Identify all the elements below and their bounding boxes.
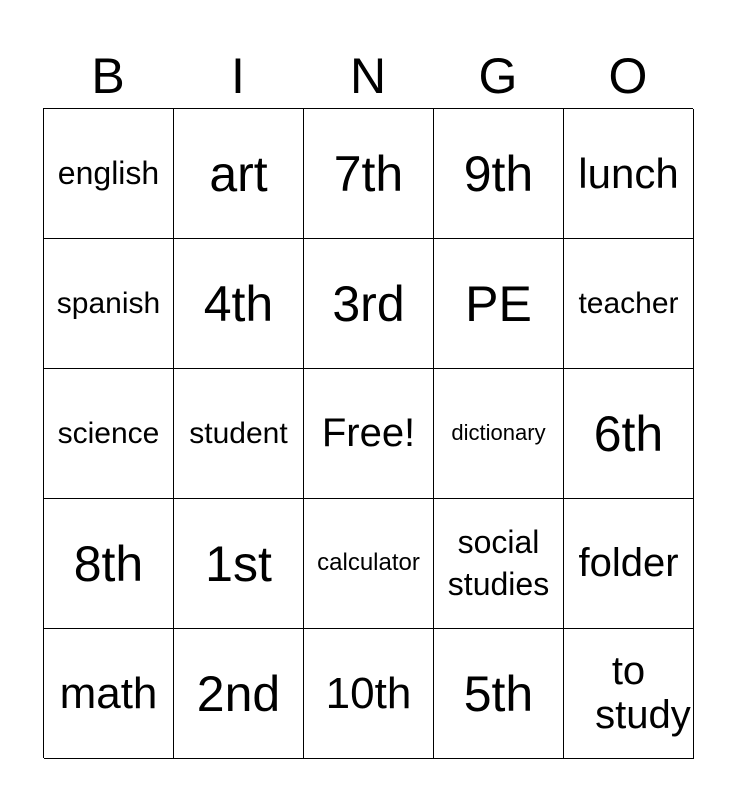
cell-label: english — [57, 154, 160, 191]
cell-label: social studies — [447, 523, 550, 602]
cell-label: 5th — [463, 665, 534, 722]
cell-label: 10th — [325, 668, 412, 718]
bingo-cell[interactable] — [434, 629, 564, 759]
cell-label: 4th — [203, 275, 274, 332]
cell-label: folder — [578, 540, 679, 585]
bingo-cell[interactable] — [564, 239, 694, 369]
bingo-cell[interactable] — [564, 499, 694, 629]
cell-label: 6th — [593, 405, 664, 462]
bingo-cell[interactable] — [174, 629, 304, 759]
header-letter-b: B — [91, 48, 125, 104]
bingo-cell[interactable] — [304, 499, 434, 629]
cell-label: math — [59, 668, 158, 718]
cell-label: 7th — [333, 145, 404, 202]
cell-label: teacher — [578, 287, 679, 320]
cell-label: dictionary — [451, 420, 546, 446]
bingo-cell[interactable] — [434, 239, 564, 369]
cell-label: lunch — [578, 149, 679, 197]
bingo-cell[interactable] — [304, 239, 434, 369]
free-space-label: Free! — [321, 410, 416, 455]
bingo-cell[interactable] — [564, 629, 694, 759]
cell-label: student — [189, 417, 288, 450]
bingo-cell[interactable] — [44, 629, 174, 759]
cell-label: 1st — [205, 535, 272, 592]
cell-label: 3rd — [332, 275, 405, 332]
bingo-cell[interactable] — [44, 239, 174, 369]
header-letter-n: N — [349, 48, 387, 104]
bingo-cell[interactable] — [174, 109, 304, 239]
bingo-cell[interactable] — [44, 109, 174, 239]
bingo-cell[interactable] — [304, 629, 434, 759]
bingo-card-grid — [43, 108, 693, 758]
bingo-cell[interactable] — [44, 369, 174, 499]
cell-label: science — [57, 417, 160, 450]
cell-label: 2nd — [196, 665, 281, 722]
bingo-cell[interactable] — [564, 369, 694, 499]
bingo-cell[interactable] — [174, 239, 304, 369]
bingo-cell[interactable] — [174, 499, 304, 629]
bingo-cell[interactable] — [44, 499, 174, 629]
free-space-cell[interactable] — [304, 369, 434, 499]
cell-label: PE — [465, 275, 532, 332]
bingo-cell[interactable] — [564, 109, 694, 239]
cell-label: spanish — [56, 287, 161, 320]
bingo-cell[interactable] — [434, 499, 564, 629]
bingo-cell[interactable] — [174, 369, 304, 499]
cell-label: calculator — [317, 549, 420, 577]
bingo-cell[interactable] — [304, 109, 434, 239]
bingo-header — [43, 44, 693, 108]
bingo-cell[interactable] — [434, 369, 564, 499]
cell-label: to study — [595, 649, 691, 737]
cell-label: art — [209, 145, 268, 202]
bingo-cell[interactable] — [434, 109, 564, 239]
header-letter-g: G — [478, 48, 518, 104]
cell-label: 8th — [73, 535, 144, 592]
cell-label: 9th — [463, 145, 534, 202]
header-letter-i: I — [231, 48, 245, 104]
header-letter-o: O — [608, 48, 648, 104]
